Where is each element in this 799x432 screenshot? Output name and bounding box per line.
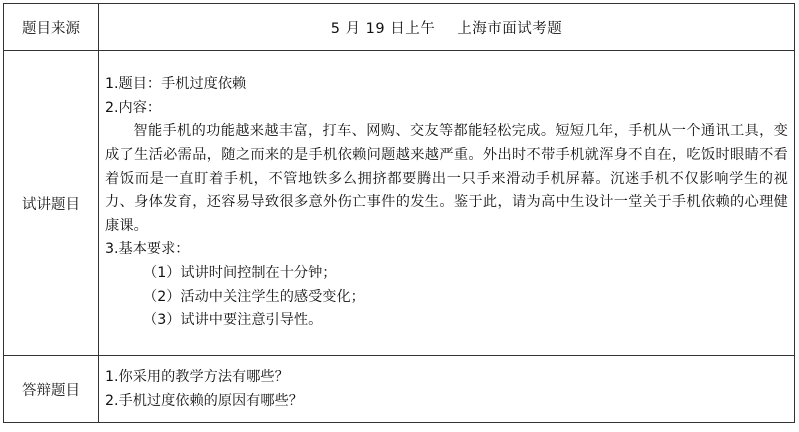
topic-row bbox=[4, 51, 795, 356]
defense-label: 答辩题目 bbox=[4, 356, 99, 423]
requirement-item: （3）试讲中要注意引导性。 bbox=[143, 312, 323, 329]
defense-questions bbox=[99, 356, 795, 423]
topic-title: 1.题目：手机过度依赖 bbox=[105, 76, 247, 93]
content-heading: 2.内容： bbox=[105, 99, 162, 116]
requirement-item: （2）活动中关注学生的感受变化； bbox=[143, 288, 365, 305]
source-row bbox=[4, 4, 795, 51]
defense-row bbox=[4, 356, 795, 423]
source-value bbox=[99, 4, 795, 51]
exam-location: 上海市面试考题 bbox=[457, 20, 563, 37]
topic-label: 试讲题目 bbox=[4, 51, 99, 356]
defense-question: 2.手机过度依赖的原因有哪些？ bbox=[105, 393, 303, 409]
source-label: 题目来源 bbox=[4, 4, 99, 51]
requirement-item: （1）试讲时间控制在十分钟； bbox=[143, 264, 337, 281]
interview-question-table bbox=[3, 3, 795, 423]
topic-content bbox=[99, 51, 795, 356]
content-paragraph: 智能手机的功能越来越丰富，打车、网购、交友等都能轻松完成。短短几年，手机从一个通讯工具，变成了生活必需品，随之而来的是手机依赖问题越来越严重。外出时不带手机就浑身不自在，吃饭时眼睛不看着饭而是一直盯着手机，不管地铁多么拥挤都要腾出一只手来滑动手机屏幕。沉迷手机不仅影响学生的视力、身体发育，还容易导致很多意外伤亡事件的发生。鉴于此，请为高中生设计一堂关于手机依赖的心理健康课。 bbox=[105, 123, 788, 234]
defense-question: 1.你采用的教学方法有哪些？ bbox=[105, 369, 289, 385]
exam-time: 5 月 19 日上午 bbox=[330, 20, 436, 37]
requirements-heading: 3.基本要求： bbox=[105, 241, 190, 258]
